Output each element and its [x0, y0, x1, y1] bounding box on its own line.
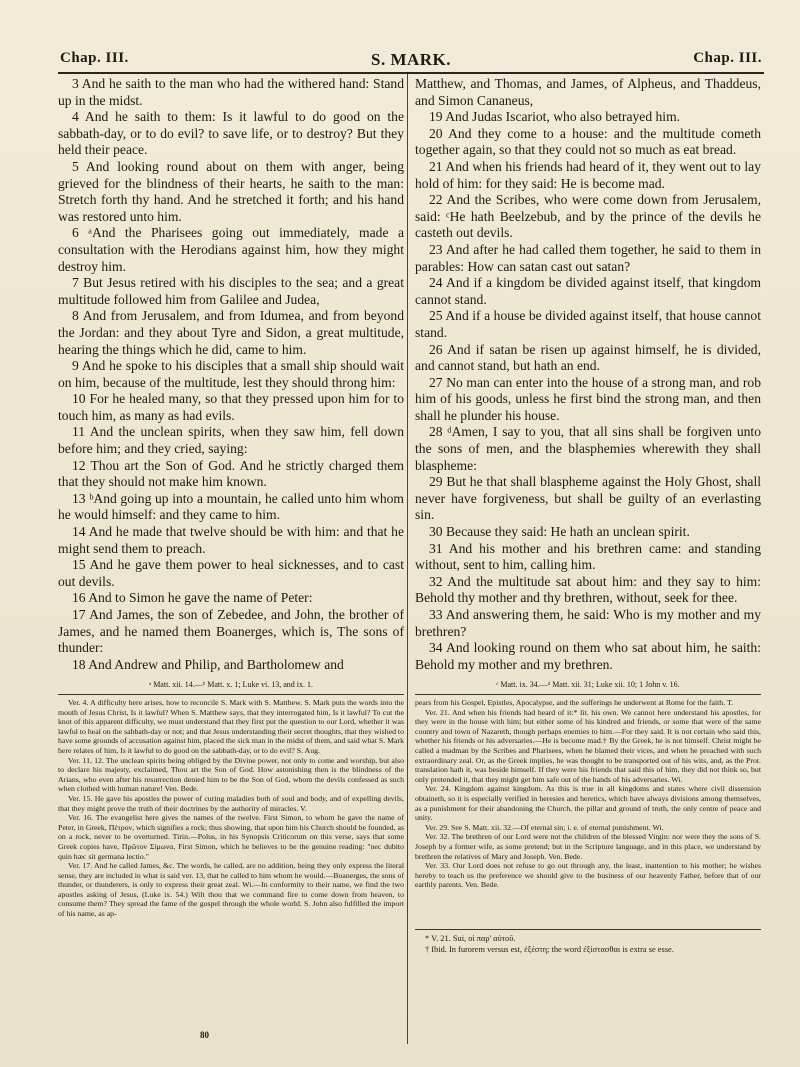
verse-29: 29 But he that shall blaspheme against the Holy Ghost, shall never have forgiveness, but shall be guilty of an everlasting sin. [415, 474, 761, 523]
note-ver-24: Ver. 24. Kingdom against kingdom. As this is true in all kingdoms and states where civil dissension obtaineth, so it is especially verified in heresies and heretics, which have always divisions among themselves, as a punishment for their abandoning the Church, the pillar and ground of truth, the only centre of peace and unity. [415, 784, 761, 823]
verse-26: 26 And if satan be risen up against himself, he is divided, and cannot stand, but hath an end. [415, 341, 761, 374]
verse-32: 32 And the multitude sat about him: and they say to him: Behold thy mother and thy brethren, without, seek for thee. [415, 573, 761, 606]
book-title: S. MARK. [370, 50, 452, 69]
verse-30: 30 Because they said: He hath an unclean spirit. [429, 524, 690, 540]
verse-13: 13 ᵇAnd going up into a mountain, he called unto him whom he would himself: and they came to him. [58, 490, 404, 523]
note-ver-17: Ver. 17. And he called James, &c. The words, he called, are no addition, being they only express the literal sense, they are included in what is said ver. 13, that he called to him whom he would.—Boanerges, the sons of thunder, or thunderers, is only to express their great zeal. Wi.—In conformity to their name, we find the two apostles asking of Jesus, (Luke ix. 54.) Wilt thou that we command fire to come down from heaven, to consume them? They spread the fame of the gospel through the whole world. S. John also fulfilled the import of his name, as ap- [58, 861, 404, 919]
chapter-label-left: Chap. III. [60, 50, 129, 66]
note-ver-16: Ver. 16. The evangelist here gives the names of the twelve. First Simon, to whom he gave the name of Peter, in Greek, Πέτρον, which signifies a rock; thus showing, that upon him his Church should be founded, as on a rock, never to be overturned. Tirin.—Polus, in his Synopsis Criticorum on this verse, says that some Greek copies have, Πρῶτον Σίμωνα, First Simon, which he believes to be the genuine reading: "nec dubito quin hæc sit germana lectio." [58, 813, 404, 861]
verse-27: 27 No man can enter into the house of a strong man, and rob him of his goods, unless he first bind the strong man, and then shall he plunder his house. [415, 374, 761, 423]
verse-18-continued: Matthew, and Thomas, and James, of Alpheus, and Thaddeus, and Simon Cananeus, [415, 76, 761, 108]
verse-column-left [58, 76, 404, 684]
verse-21: 21 And when his friends had heard of it, they went out to lay hold of him: for they said: He is become mad. [415, 158, 761, 191]
verse-18: 18 And Andrew and Philip, and Bartholomew and [72, 656, 344, 672]
verse-9: 9 And he spoke to his disciples that a small ship should wait on him, because of the multitude, lest they should throng him: [58, 358, 404, 390]
note-ver-15: Ver. 15. He gave his apostles the power of curing maladies both of soul and body, and of expelling devils, that they might prove the truth of their doctrines by the authority of miracles. V. [58, 793, 404, 813]
verse-25: 25 And if a house be divided against itself, that house cannot stand. [415, 308, 761, 340]
verse-column-right [415, 76, 761, 684]
column-divider [407, 74, 408, 1044]
verse-28: 28 ᵈAmen, I say to you, that all sins shall be forgiven unto the sons of men, and the blasphemies wherewith they shall blaspheme: [415, 424, 761, 473]
verse-17: 17 And James, the son of Zebedee, and John, the brother of James, and he named them Boanerges, which is, The sons of thunder: [58, 607, 404, 656]
verse-11: 11 And the unclean spirits, when they saw him, fell down before him; and they cried, saying: [58, 424, 404, 457]
verse-31: 31 And his mother and his brethren came: and standing without, sent to him, calling him. [415, 540, 761, 573]
verse-14: 14 And he made that twelve should be with him: and that he might send them to preach. [58, 524, 404, 556]
note-ver-21: Ver. 21. And when his friends had heard of it:* lit. his own. We cannot here understand his apostles, for they were in the house with him; but either some of his kindred and friends, or some that were of the same country and town of Nazareth, though perhaps enemies to him.—For they said. It is not certain who said this, whether his friends or his adversaries.—He is become mad.† By the Greek, he is not himself. Christ might be called a madman by the Scribes and Pharisees, when he blamed their vices, and when he preached with such extraordinary zeal. Or, as the Greek implies, he was thought to be transported out of his wits, and, as the Prot. translation hath it, was beside himself. If they were his friends that said this of him, they did not think so, but only pretended it, that they might get him safe out of the hands of his adversaries. Wi. [415, 707, 761, 784]
page-header [58, 46, 764, 74]
footnotes [415, 933, 761, 973]
verse-5: 5 And looking round about on them with anger, being grieved for the blindness of their hearts, he saith to the man: Stretch forth thy hand. And he stretched it forth; and his hand was restored unto him. [58, 158, 404, 224]
verse-19: 19 And Judas Iscariot, who also betrayed him. [429, 109, 681, 125]
note-ver-17-continued: pears from his Gospel, Epistles, Apocalypse, and the sufferings he underwent at Rome for the faith. T. [415, 698, 734, 707]
verse-33: 33 And answering them, he said: Who is my mother and my brethren? [415, 607, 761, 639]
footnote-rule [415, 929, 761, 930]
verse-10: 10 For he healed many, so that they pressed upon him for to touch him, as many as had evils. [58, 391, 404, 423]
verse-7: 7 But Jesus retired with his disciples to the sea; and a great multitude followed him from Galilee and Judea, [58, 275, 404, 307]
verse-34: 34 And looking round on them who sat about him, he saith: Behold my mother and my brethren. [415, 640, 761, 672]
note-ver-29: Ver. 29. See S. Matt. xii. 32.—Of eternal sin; i. e. of eternal punishment. Wi. [425, 822, 664, 832]
commentary-left [58, 698, 404, 1028]
note-ver-33: Ver. 33. Our Lord does not refuse to go out through any, the least, inattention to his mother; he wishes hereby to teach us the preference we should give to the business of our heavenly Father, before that of our earthly parents. Ven. Bede. [415, 861, 761, 890]
verse-8: 8 And from Jerusalem, and from Idumea, and from beyond the Jordan: and they about Tyre and Sidon, a great multitude, hearing the things which he did, came to him. [58, 308, 404, 357]
verse-15: 15 And he gave them power to heal sicknesses, and to cast out devils. [58, 557, 404, 589]
commentary-right [415, 698, 761, 928]
note-ver-32: Ver. 32. The brethren of our Lord were not the children of the blessed Virgin: nor were they the sons of S. Joseph by a former wife, as some pretend; but in the Scripture language, and in this place, we understand by brethren the relatives of Mary and Joseph. Ven. Bede. [415, 832, 761, 861]
verse-23: 23 And after he had called them together, he said to them in parables: How can satan cast out satan? [415, 241, 761, 274]
cross-references-left: ᵃ Matt. xii. 14.—ᵇ Matt. x. 1; Luke vi. 13, and ix. 1. [149, 680, 313, 689]
chapter-label-right: Chap. III. [693, 50, 762, 66]
footnote-2: † Ibid. In furorem versus est, ἐξέστη; the word ἐξίστασθαι is extra se esse. [425, 945, 674, 954]
notes-rule-right [415, 694, 761, 695]
verse-6: 6 ᵃAnd the Pharisees going out immediately, made a consultation with the Herodians against him, how they might destroy him. [58, 225, 404, 274]
page-number: 80 [200, 1030, 209, 1040]
verse-3: 3 And he saith to the man who had the withered hand: Stand up in the midst. [58, 76, 404, 108]
cross-references-right: ᶜ Matt. ix. 34.—ᵈ Matt. xii. 31; Luke xii. 10; 1 John v. 16. [496, 680, 680, 689]
notes-rule-left [58, 694, 404, 695]
verse-24: 24 And if a kingdom be divided against itself, that kingdom cannot stand. [415, 275, 761, 307]
verse-20: 20 And they come to a house: and the multitude cometh together again, so that they could not so much as eat bread. [415, 125, 761, 158]
verse-4: 4 And he saith to them: Is it lawful to do good on the sabbath-day, or to do evil? to save life, or to destroy? But they held their peace. [58, 109, 404, 158]
note-ver-11-12: Ver. 11, 12. The unclean spirits being obliged by the Divine power, not only to come and worship, but also to declare his majesty, exclaimed, Thou art the Son of God. How astonishing then is the blindness of the Arians, who even after his resurrection denied him to be the Son of God, whom the devils confessed as such when clothed with human nature! Ven. Bede. [58, 755, 404, 794]
note-ver-4: Ver. 4. A difficulty here arises, how to reconcile S. Mark with S. Matthew. S. Mark puts the words into the mouth of Jesus Christ, Is it lawful? When S. Matthew says, that they interrogated him, Is it lawful? To cut the knot of this apparent difficulty, we must understand that they first put the question to our Lord, whether it was lawful to heal on the sabbath-day or not; and that Jesus understanding their secret thoughts, that they wished to have some grounds of accusation against him, placed the sick man in the midst of them, and said what S. Mark here relates of him, Is it lawful to do good on the sabbath-day, or to do evil? S. Aug. [58, 698, 404, 755]
verse-22: 22 And the Scribes, who were come down from Jerusalem, said: ᶜHe hath Beelzebub, and by the prince of the devils he casteth out devils. [415, 192, 761, 241]
footnote-1: * V. 21. Sui, οἱ παρ' αὐτοῦ. [425, 934, 516, 943]
verse-12: 12 Thou art the Son of God. And he strictly charged them that they should not make him known. [58, 457, 404, 490]
verse-16: 16 And to Simon he gave the name of Peter: [72, 590, 313, 606]
